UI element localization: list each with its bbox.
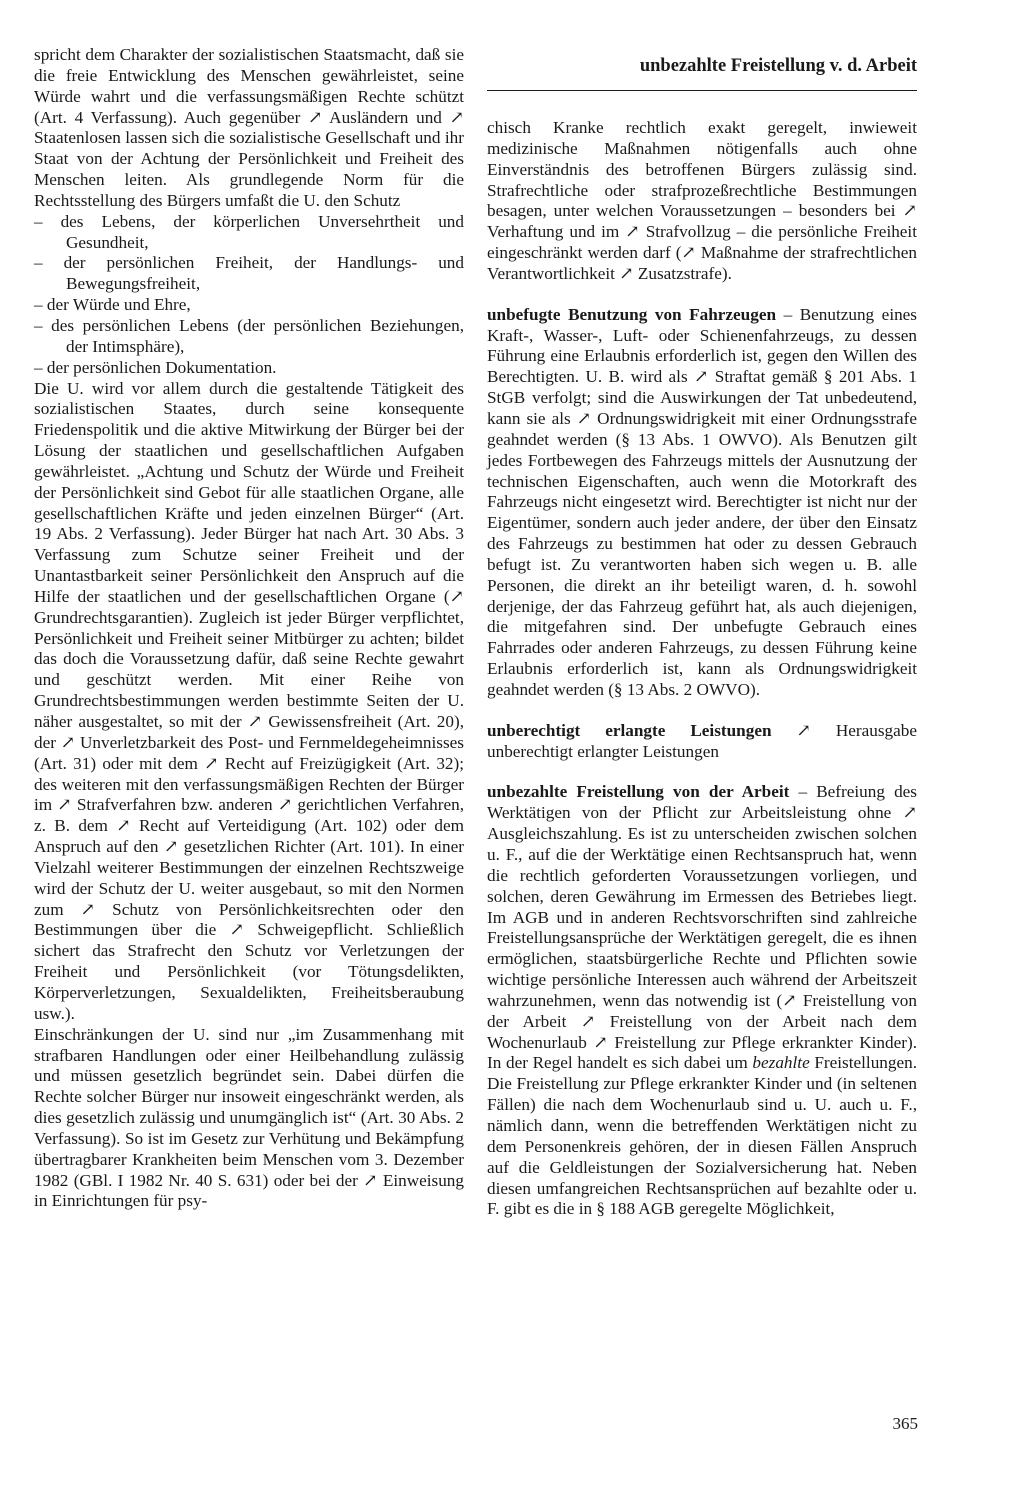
entry-text: – Benutzung eines Kraft-, Wasser-, Luft- oder Schienenfahrzeugs, zu dessen Führung eine Erlaubnis erforderlich ist, gegen den Willen des Berechtigten. U. B. wird als ↗ Straftat gemäß § 201 Abs. 1 StGB verfolgt; sind die Auswirkungen der Tat unbedeutend, kann sie als ↗ Ordnungswidrigkeit mit einer Ordnungsstrafe geahndet werden (§ 13 Abs. 1 OWVO). Als Benutzen gilt jedes Fortbewegen des Fahrzeugs mittels der Ausnutzung der technischen Eigenschaften, auch wenn die Motorkraft des Fahrzeugs nicht eingesetzt wird. Berechtigter ist nicht nur der Eigentümer, sondern auch jeder andere, der über den Einsatz des Fahrzeugs zu bestimmen hat oder zu dessen Gebrauch befugt ist. Zu verantworten haben sich wegen u. B. alle Personen, die direkt an ihr beteiligt waren, d. h. sowohl derjenige, der das Fahrzeug geführt hat, als auch diejenigen, die mitgefahren sind. Der unbefugte Gebrauch eines Fahrrades oder anderen Fahrzeugs, zu dessen Führung keine Erlaubnis erforderlich ist, kann als Ordnungswidrigkeit geahndet werden (§ 13 Abs. 2 OWVO). xyxy=(487,304,917,699)
entry-text: – Befreiung des Werktätigen von der Pflicht zur Arbeitsleistung ohne ↗ Ausgleichszahlung. Es ist zu unterscheiden zwischen solchen u. F., auf die der Werktätige einen Rechtsanspruch hat, wenn die rechtlich geforderten Voraussetzungen vorliegen, und solchen, deren Gewährung im Ermessen des Betriebes liegt. Im AGB und in anderen Rechtsvorschriften sind zahlreiche Freistellungsansprüche der Werktätigen geregelt, die es ihnen ermöglichen, staatsbürgerliche Rechte und Pflichten sowie wichtige persönliche Interessen auch während der Arbeitszeit wahrzunehmen, wenn das notwendig ist (↗ Freistellung von der Arbeit ↗ Freistellung von der Arbeit nach dem Wochenurlaub ↗ Freistellung zur Pflege erkrankter Kinder). In der Regel handelt es sich dabei um xyxy=(487,782,917,1073)
paragraph: Einschränkungen der U. sind nur „im Zusammenhang mit strafbaren Handlungen oder einer Heilbehandlung zulässig und müssen gesetzlich begründet sein. Dabei dürfen die Rechte solcher Bürger nur insoweit eingeschränkt werden, als dies gesetzlich zulässig und unumgänglich ist“ (Art. 30 Abs. 2 Verfassung). So ist im Gesetz zur Verhütung und Bekämpfung übertragbarer Krankheiten beim Menschen vom 3. Dezember 1982 (GBl. I 1982 Nr. 40 S. 631) oder bei der ↗ Einweisung in Einrichtungen für psy- xyxy=(34,1024,464,1211)
running-header: unbezahlte Freistellung v. d. Arbeit xyxy=(639,56,917,76)
entry-term: unberechtigt erlangte Leistungen xyxy=(487,720,772,740)
paragraph: chisch Kranke rechtlich exakt geregelt, inwieweit medizinische Maßnahmen nötigenfalls auch ohne Einverständnis des betroffenen Bürgers zulässig sind. Strafrechtliche oder strafprozeßrechtliche Bestimmungen besagen, unter welchen Voraussetzungen – besonders bei ↗ Verhaftung und im ↗ Strafvollzug – die persönliche Freiheit eingeschränkt werden darf (↗ Maßnahme der strafrechtlichen Verantwortlichkeit ↗ Zusatzstrafe). xyxy=(487,118,917,283)
entry-text: ↗ Herausgabe unberechtigt erlangter Leistungen xyxy=(487,720,917,761)
dictionary-entry xyxy=(487,305,917,701)
entry-term: unbefugte Benutzung von Fahrzeugen xyxy=(487,304,777,324)
list-item: – des Lebens, der körperlichen Unversehrtheit und Gesundheit, xyxy=(34,211,464,252)
right-column xyxy=(487,118,917,1220)
paragraph: spricht dem Charakter der sozialistischen Staatsmacht, daß sie die freie Entwicklung des Menschen gewährleistet, seine Würde wahrt und die verfassungsmäßigen Rechte schützt (Art. 4 Verfassung). Auch gegenüber ↗ Ausländern und ↗ Staatenlosen lassen sich die sozialistische Gesellschaft und ihr Staat von der Achtung der Persönlichkeit und Freiheit des Menschen leiten. Als grundlegende Norm für die Rechtsstellung des Bürgers umfaßt die U. den Schutz xyxy=(34,45,464,210)
entry-emphasis: bezahlte xyxy=(752,1053,810,1073)
left-column xyxy=(34,45,464,1212)
list-item: – der persönlichen Dokumentation. xyxy=(34,357,277,377)
header-rule xyxy=(487,90,917,91)
list-item: – der persönlichen Freiheit, der Handlungs- und Bewegungsfreiheit, xyxy=(34,253,464,294)
list-item: – des persönlichen Lebens (der persönlichen Beziehungen, der Intimsphäre), xyxy=(34,315,464,356)
entry-term: unbezahlte Freistellung von der Arbeit xyxy=(487,782,790,802)
dictionary-entry xyxy=(487,782,917,1220)
paragraph: Die U. wird vor allem durch die gestaltende Tätigkeit des sozialistischen Staates, durch seine konsequente Friedenspolitik und die aktive Mitwirkung der Bürger bei der Lösung der staatlichen und gesellschaftlichen Aufgaben gewährleistet. „Achtung und Schutz der Würde und Freiheit der Persönlichkeit sind Gebot für alle staatlichen Organe, alle gesellschaftlichen Kräfte und jeden einzelnen Bürger“ (Art. 19 Abs. 2 Verfassung). Jeder Bürger hat nach Art. 30 Abs. 3 Verfassung zum Schutze seiner Freiheit und der Unantastbarkeit seiner Persönlichkeit den Anspruch auf die Hilfe der staatlichen und der gesellschaftlichen Organe (↗ Grundrechtsgarantien). Zugleich ist jeder Bürger verpflichtet, Persönlichkeit und Freiheit seiner Mitbürger zu achten; bildet das doch die Voraussetzung dafür, daß seine Rechte gewahrt und geschützt werden. Mit einer Reihe von Grundrechtsbestimmungen werden bestimmte Seiten der U. näher ausgestaltet, so mit der ↗ Gewissensfreiheit (Art. 20), der ↗ Unverletzbarkeit des Post- und Fernmeldegeheimnisses (Art. 31) oder mit dem ↗ Recht auf Freizügigkeit (Art. 32); des weiteren mit den verfassungsmäßigen Rechten der Bürger im ↗ Strafverfahren bzw. anderen ↗ gerichtlichen Verfahren, z. B. dem ↗ Recht auf Verteidigung (Art. 102) oder dem Anspruch auf den ↗ gesetzlichen Richter (Art. 101). In einer Vielzahl weiterer Bestimmungen der einzelnen Rechtszweige wird der Schutz der U. weiter ausgebaut, so mit den Normen zum ↗ Schutz von Persönlichkeitsrechten oder den Bestimmungen über die ↗ Schweigepflicht. Schließlich sichert das Strafrecht den Schutz vor Verletzungen der Freiheit und Persönlichkeit (vor Tötungsdelikten, Körperverletzungen, Sexualdelikten, Freiheitsberaubung usw.). xyxy=(34,378,464,1023)
dictionary-entry xyxy=(487,721,917,763)
page-number: 365 xyxy=(892,1414,918,1433)
entry-text: Freistellungen. Die Freistellung zur Pflege erkrankter Kinder und (in seltenen Fällen) die nach dem Wochenurlaub sind u. U. auch u. F., nämlich dann, wenn die betreffenden Werktätigen nicht zu dem Personenkreis gehören, der in diesen Fällen Anspruch auf die Geldleistungen der Sozialversicherung hat. Neben diesen umfangreichen Rechtsansprüchen auf bezahlte oder u. F. gibt es die in § 188 AGB geregelte Möglichkeit, xyxy=(487,1053,917,1219)
list-item: – der Würde und Ehre, xyxy=(34,295,191,315)
